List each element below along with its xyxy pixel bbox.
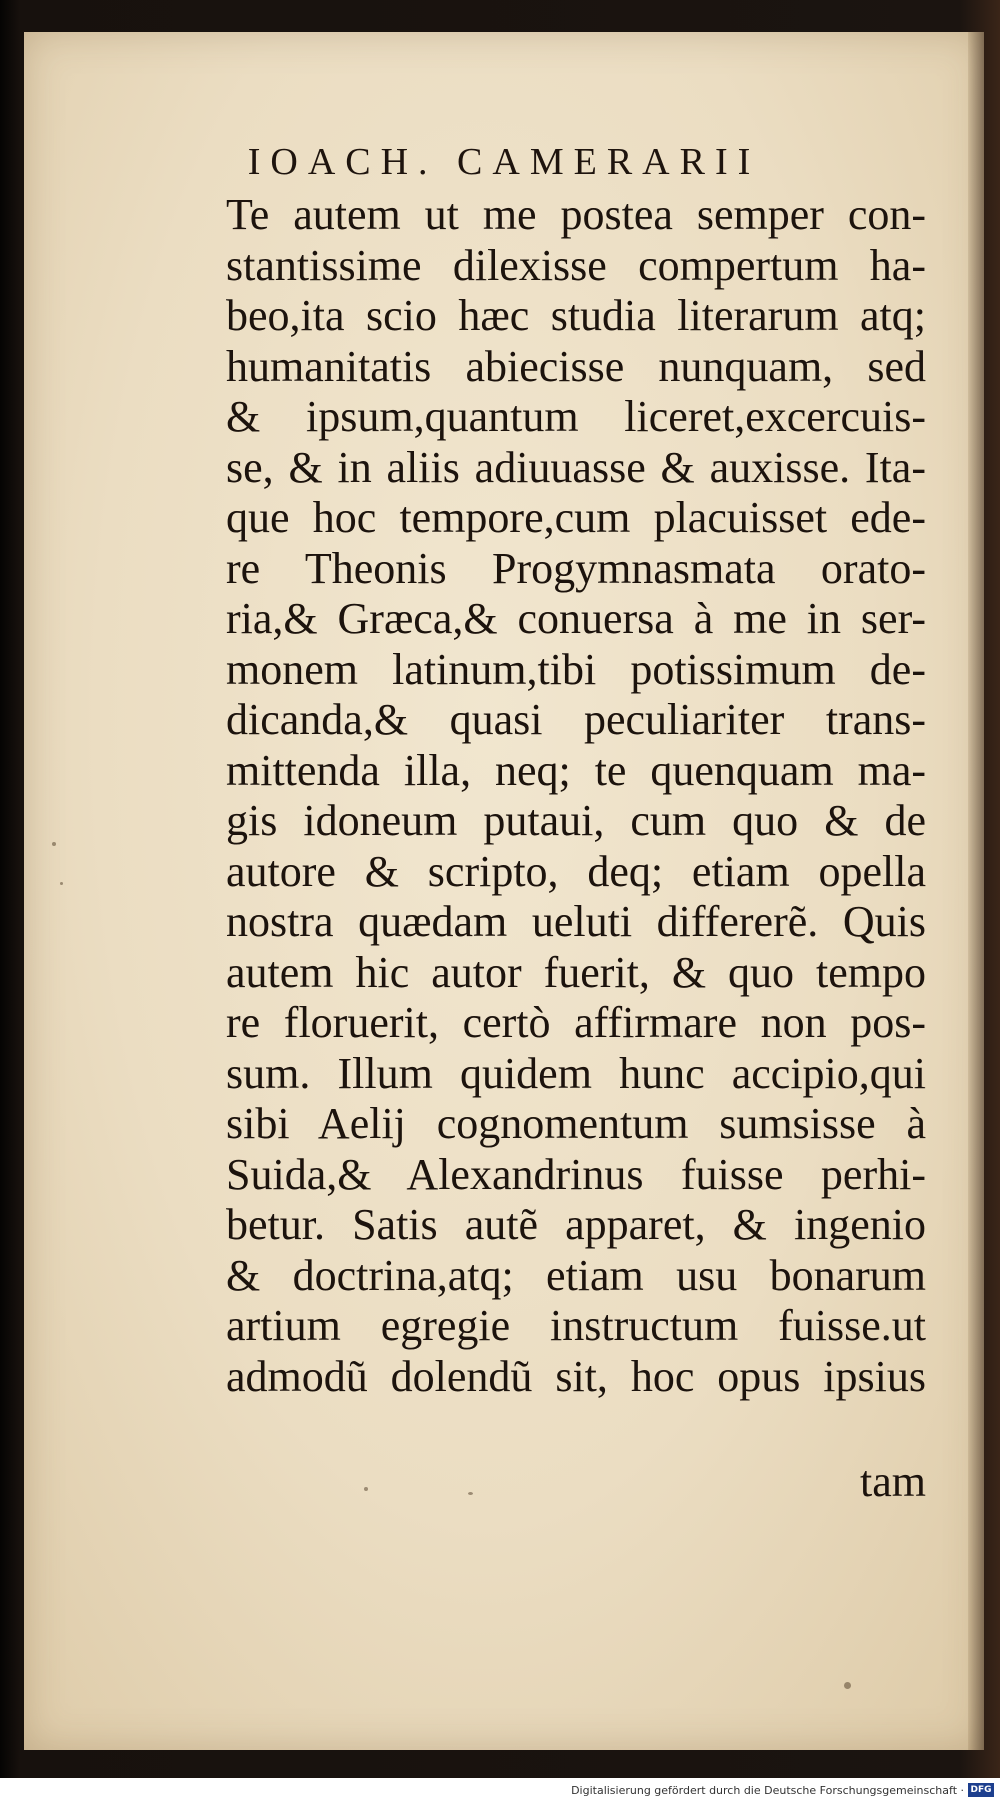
text-line: se, & in aliis adiuuasse & auxisse. Ita- [226,442,926,492]
ink-speck [60,882,63,885]
text-line: re Theonis Progymnasmata orato- [226,543,926,593]
text-line: sibi Aelij cognomentum sumsisse à [226,1099,926,1148]
text-line: ria,& Græca,& conuersa à me in ser- [226,594,926,643]
text-line: que hoc tempore,cum placuisset ede- [226,493,926,542]
book-page [24,32,984,1750]
text-line: mittenda illa, neq; te quenquam ma- [226,745,926,795]
text-line: sum. Illum quidem hunc accipio,qui [226,1048,926,1098]
footer-strip [0,1778,1000,1800]
text-line: stantissime dilexisse compertum ha- [226,240,926,290]
ink-speck [468,1492,473,1495]
text-line: & doctrina,atq; etiam usu bonarum [226,1250,926,1300]
dfg-logo: DFG [968,1783,994,1797]
text-line: dicanda,& quasi peculiariter trans- [226,695,926,744]
text-line: Te autem ut me postea semper con- [226,190,926,239]
body-text [226,190,926,1402]
ink-speck [844,1682,851,1689]
text-line: gis idoneum putaui, cum quo & de [226,796,926,845]
ink-speck [52,842,56,846]
catchword: tam [860,1457,926,1506]
text-line: artium egregie instructum fuisse.ut [226,1301,926,1350]
text-line: autore & scripto, deq; etiam opella [226,846,926,896]
text-line: & ipsum,quantum liceret,excercuis- [226,392,926,441]
text-line: admodũ dolendũ sit, hoc opus ipsius [226,1351,926,1401]
text-line: betur. Satis autẽ apparet, & ingenio [226,1200,926,1249]
text-line: nostra quædam ueluti differerẽ. Quis [226,897,926,946]
footer-credit: Digitalisierung gefördert durch die Deutsche Forschungsgemeinschaft · [571,1784,964,1797]
text-line: humanitatis abiecisse nunquam, sed [226,341,926,391]
text-line: autem hic autor fuerit, & quo tempo [226,947,926,997]
text-line: monem latinum,tibi potissimum de- [226,644,926,694]
text-line: beo,ita scio hæc studia literarum atq; [226,291,926,340]
page-spine-shadow [968,32,984,1750]
text-line: re floruerit, certò affirmare non pos- [226,998,926,1047]
ink-speck [364,1487,368,1491]
text-line: Suida,& Alexandrinus fuisse perhi- [226,1149,926,1199]
running-head: IOACH. CAMERARII [247,141,761,183]
